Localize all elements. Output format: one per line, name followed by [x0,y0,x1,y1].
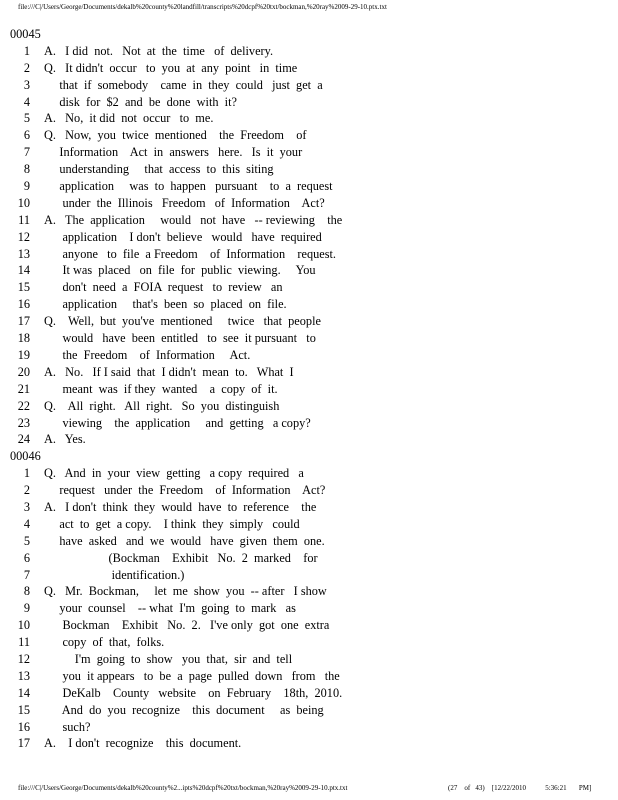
transcript-line [10,161,342,178]
line-number: 15 [17,280,30,295]
line-number: 11 [18,212,30,227]
file-path-header: file:///C|/Users/George/Documents/dekalb%20county%20landfill/transcripts%20dcpf%20txt/bockman,%20ray%2009-29-10.ptx.txt [18,3,387,11]
line-number: 16 [17,297,30,312]
line-text: Q. All right. All right. So you distinguish [44,398,280,413]
line-number: 3 [23,77,30,92]
line-text: your counsel -- what I'm going to mark as [44,601,296,616]
line-number: 14 [17,263,30,278]
line-number: 5 [23,533,30,548]
line-number: 9 [23,179,30,194]
transcript-line [10,617,342,634]
transcript-line [10,144,342,161]
transcript-line [10,516,342,533]
transcript-line [10,431,342,448]
line-text: that if somebody came in they could just get a [44,77,323,92]
line-text: such? [44,719,91,734]
transcript-line [10,60,342,77]
line-text: viewing the application and getting a copy? [44,415,311,430]
transcript-page-number: 00045 [10,27,41,41]
line-number: 4 [23,94,30,109]
line-number: 9 [23,601,30,616]
line-number: 23 [17,415,30,430]
line-number: 12 [17,229,30,244]
line-number: 4 [23,516,30,531]
line-number: 11 [18,635,30,650]
line-text: A. Yes. [44,432,86,447]
line-text: Q. Well, but you've mentioned twice that people [44,314,321,329]
line-number: 10 [17,618,30,633]
transcript-line [10,195,342,212]
line-text: Bockman Exhibit No. 2. I've only got one extra [44,618,330,633]
transcript-line [10,398,342,415]
line-number: 12 [17,651,30,666]
transcript-line [10,381,342,398]
line-number: 13 [17,246,30,261]
line-number: 13 [17,668,30,683]
transcript-line [10,77,342,94]
line-number: 2 [23,60,30,75]
transcript-line [10,668,342,685]
line-number: 24 [17,432,30,447]
line-number: 8 [23,162,30,177]
line-text: Q. Mr. Bockman, let me show you -- after I show [44,584,327,599]
line-number: 6 [23,550,30,565]
line-text: act to get a copy. I think they simply could [44,516,300,531]
transcript-line [10,212,342,229]
transcript-line [10,246,342,263]
transcript-line [10,719,342,736]
line-number: 18 [17,331,30,346]
transcript-line [10,279,342,296]
line-text: DeKalb County website on February 18th, 2010. [44,685,343,700]
transcript-line [10,415,342,432]
line-number: 21 [17,381,30,396]
line-number: 10 [17,195,30,210]
transcript-line [10,600,342,617]
transcript-line [10,364,342,381]
line-text: (Bockman Exhibit No. 2 marked for [44,550,318,565]
transcript-line [10,482,342,499]
line-text: anyone to file a Freedom of Information request. [44,246,336,261]
transcript-line [10,296,342,313]
line-number: 8 [23,584,30,599]
line-number: 6 [23,128,30,143]
line-text: copy of that, folks. [44,635,165,650]
transcript-line [10,465,342,482]
transcript-line [10,43,342,60]
line-number: 1 [23,43,30,58]
page-footer [18,784,592,792]
line-text: A. No. If I said that I didn't mean to. What I [44,364,294,379]
transcript-line [10,94,342,111]
line-number: 17 [17,314,30,329]
transcript-line [10,110,342,127]
line-number: 22 [17,398,30,413]
line-text: A. The application would not have -- reviewing the [44,212,343,227]
line-text: application I don't believe would have required [44,229,322,244]
transcript-line [10,499,342,516]
line-number: 19 [17,347,30,362]
transcript-line [10,313,342,330]
line-text: Q. And in your view getting a copy required a [44,466,304,481]
line-number: 16 [17,719,30,734]
line-text: understanding that access to this siting [44,162,274,177]
line-text: you it appears to be a page pulled down from the [44,668,340,683]
line-text: meant was if they wanted a copy of it. [44,381,278,396]
transcript-body [10,26,342,752]
line-text: Q. Now, you twice mentioned the Freedom of [44,128,307,143]
line-text: have asked and we would have given them one. [44,533,325,548]
line-number: 14 [17,685,30,700]
transcript-line [10,583,342,600]
line-text: identification.) [44,567,185,582]
line-text: application that's been so placed on file. [44,297,287,312]
transcript-line [10,685,342,702]
transcript-line [10,330,342,347]
line-text: I'm going to show you that, sir and tell [44,651,293,666]
transcript-line [10,533,342,550]
line-number: 17 [17,736,30,751]
transcript-line [10,127,342,144]
transcript-page-number: 00046 [10,449,41,464]
transcript-line [10,229,342,246]
line-number: 2 [23,483,30,498]
transcript-line [10,651,342,668]
line-number: 20 [17,364,30,379]
line-text: Information Act in answers here. Is it your [44,145,303,160]
transcript-line [10,634,342,651]
line-text: don't need a FOIA request to review an [44,280,283,295]
line-text: A. I did not. Not at the time of delivery. [44,43,274,58]
transcript-line [10,262,342,279]
line-number: 3 [23,499,30,514]
transcript-line [10,178,342,195]
line-number: 7 [23,145,30,160]
line-number: 5 [23,111,30,126]
line-number: 7 [23,567,30,582]
transcript-line [10,735,342,752]
line-text: under the Illinois Freedom of Information Act? [44,195,325,210]
line-text: A. I don't think they would have to reference the [44,499,317,514]
line-text: Q. It didn't occur to you at any point in time [44,60,298,75]
transcript-line [10,347,342,364]
line-text: disk for $2 and be done with it? [44,94,237,109]
footer-file-path: file:///C|/Users/George/Documents/dekalb%20county%2...ipts%20dcpf%20txt/bockman,%20ray%2009-29-10.ptx.txt [18,784,348,792]
footer-page-info: (27 of 43) [12/22/2010 5:36:21 PM] [448,784,592,792]
line-text: would have been entitled to see it pursuant to [44,331,316,346]
line-text: request under the Freedom of Information Act? [44,483,326,498]
line-number: 15 [17,702,30,717]
line-text: the Freedom of Information Act. [44,347,251,362]
transcript-line [10,567,342,584]
line-number: 1 [23,466,30,481]
line-text: application was to happen pursuant to a request [44,179,333,194]
transcript-line [10,702,342,719]
line-text: A. No, it did not occur to me. [44,111,214,126]
line-text: A. I don't recognize this document. [44,736,242,751]
line-text: And do you recognize this document as being [44,702,324,717]
line-text: It was placed on file for public viewing. You [44,263,316,278]
transcript-line [10,550,342,567]
